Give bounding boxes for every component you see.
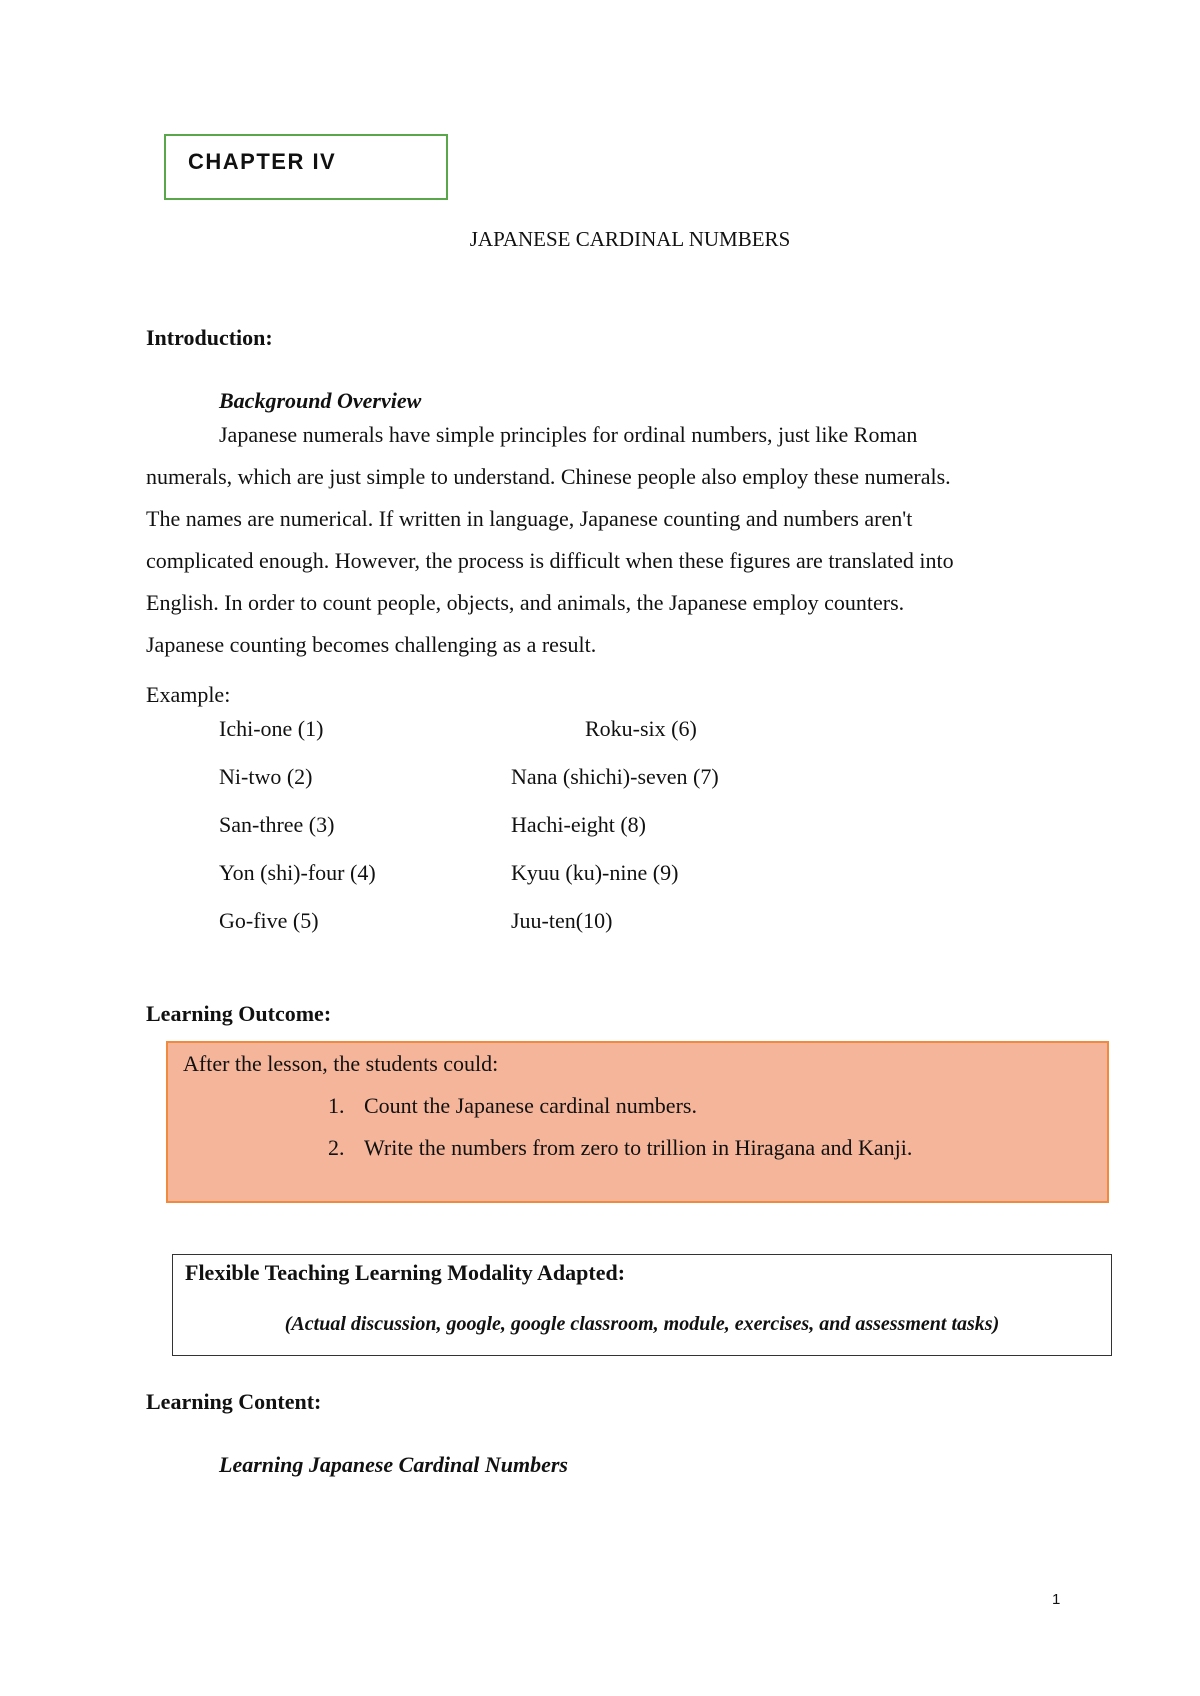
- learning-outcome-box: [166, 1041, 1109, 1203]
- example-item: Nana (shichi)-seven (7): [511, 764, 719, 789]
- outcome-list-item: [328, 1093, 697, 1119]
- background-overview-subheading: Background Overview: [219, 388, 422, 413]
- learning-content-subheading: Learning Japanese Cardinal Numbers: [219, 1452, 568, 1477]
- modality-detail: (Actual discussion, google, google classroom, module, exercises, and assessment tasks): [284, 1313, 1000, 1335]
- outcome-list-item: [328, 1135, 912, 1161]
- page-title: JAPANESE CARDINAL NUMBERS: [469, 227, 791, 251]
- example-item: Ni-two (2): [219, 764, 313, 789]
- list-number: 1.: [328, 1093, 345, 1118]
- list-text: Write the numbers from zero to trillion in Hiragana and Kanji.: [364, 1135, 913, 1160]
- chapter-label: CHAPTER IV: [188, 149, 337, 174]
- example-label: Example:: [146, 682, 231, 707]
- paragraph-line: Japanese counting becomes challenging as a result.: [146, 632, 597, 657]
- example-item: Yon (shi)-four (4): [219, 860, 376, 885]
- example-item: Juu-ten(10): [511, 908, 613, 933]
- modality-box: [172, 1254, 1112, 1356]
- example-item: Ichi-one (1): [219, 716, 324, 741]
- paragraph-line: numerals, which are just simple to understand. Chinese people also employ these numerals.: [146, 464, 951, 489]
- example-item: Kyuu (ku)-nine (9): [511, 860, 679, 885]
- chapter-box: [164, 134, 448, 200]
- list-number: 2.: [328, 1135, 345, 1160]
- modality-heading: Flexible Teaching Learning Modality Adapted:: [185, 1260, 626, 1285]
- example-item: San-three (3): [219, 812, 335, 837]
- learning-outcome-heading: Learning Outcome:: [146, 1001, 332, 1026]
- paragraph-line: complicated enough. However, the process is difficult when these figures are translated into: [146, 548, 954, 573]
- example-item: Hachi-eight (8): [511, 812, 646, 837]
- list-text: Count the Japanese cardinal numbers.: [364, 1093, 697, 1118]
- paragraph-line: The names are numerical. If written in language, Japanese counting and numbers aren't: [146, 506, 913, 531]
- example-item: Go-five (5): [219, 908, 319, 933]
- page-number: 1: [1052, 1591, 1061, 1608]
- introduction-paragraph: [146, 414, 1046, 666]
- learning-content-heading: Learning Content:: [146, 1389, 322, 1414]
- paragraph-line: Japanese numerals have simple principles for ordinal numbers, just like Roman: [219, 422, 918, 447]
- example-item: Roku-six (6): [585, 716, 697, 741]
- outcome-intro: After the lesson, the students could:: [183, 1051, 499, 1076]
- paragraph-line: English. In order to count people, objects, and animals, the Japanese employ counters.: [146, 590, 905, 615]
- introduction-heading: Introduction:: [146, 325, 273, 350]
